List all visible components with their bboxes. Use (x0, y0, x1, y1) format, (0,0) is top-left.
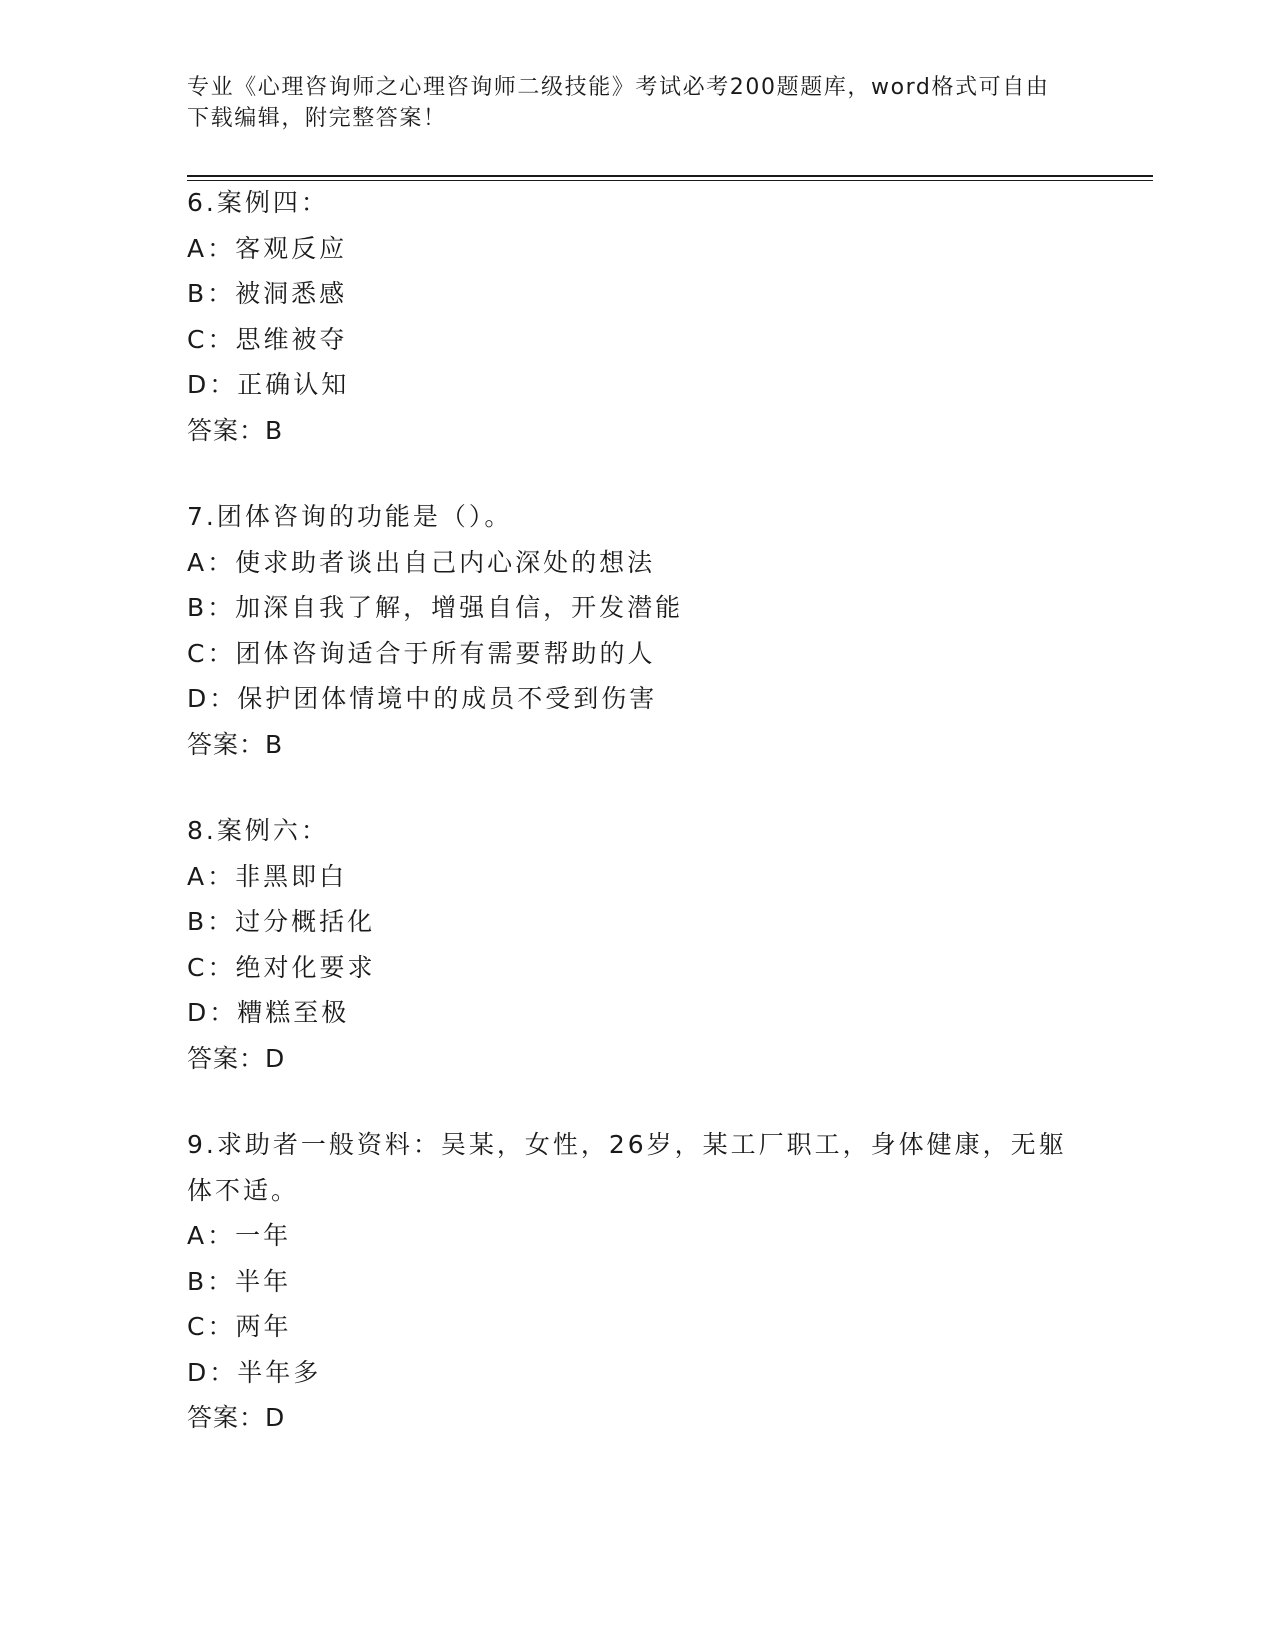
option-c (187, 631, 1067, 677)
option-text: 正确认知 (237, 370, 350, 399)
answer-line: 答案：B (187, 415, 284, 445)
option-text: 被洞悉感 (235, 279, 348, 308)
option-text: 过分概括化 (235, 907, 376, 936)
option-key: B： (187, 907, 236, 936)
option-key: A： (187, 547, 236, 577)
question-8 (187, 808, 1067, 1081)
question-9 (187, 1122, 1067, 1441)
option-a (187, 540, 1067, 586)
question-stem: 9.求助者一般资料：吴某，女性，26岁，某工厂职工，身体健康，无躯体不适。 (187, 1130, 1067, 1205)
option-key: B： (187, 1266, 236, 1296)
option-text: 绝对化要求 (235, 952, 376, 982)
option-key: A： (187, 233, 236, 263)
option-key: A： (187, 861, 236, 891)
option-text: 一年 (235, 1221, 292, 1250)
option-a (187, 1213, 1067, 1259)
option-a (187, 854, 1067, 900)
answer-line: 答案：D (187, 1043, 286, 1073)
option-key: A： (187, 1221, 236, 1250)
answer-line: 答案：B (187, 729, 284, 759)
option-key: C： (187, 952, 236, 982)
option-key: C： (187, 1312, 236, 1341)
option-d (187, 362, 1067, 408)
question-stem: 8.案例六： (187, 816, 329, 845)
question-stem: 7.团体咨询的功能是（）。 (187, 502, 513, 531)
option-key: D： (187, 1357, 238, 1387)
option-d (187, 1350, 1067, 1396)
option-b (187, 271, 1067, 317)
option-key: B： (187, 279, 236, 308)
option-text: 团体咨询适合于所有需要帮助的人 (235, 638, 656, 668)
option-text: 客观反应 (235, 233, 348, 263)
question-stem: 6.案例四： (187, 188, 329, 217)
option-b (187, 899, 1067, 945)
option-text: 半年多 (237, 1357, 322, 1387)
document-header: 专业《心理咨询师之心理咨询师二级技能》考试必考200题题库，word格式可自由下载编辑，附完整答案！ (187, 75, 1050, 131)
option-key: D： (187, 370, 238, 399)
option-text: 非黑即白 (235, 861, 348, 891)
answer-line: 答案：D (187, 1403, 286, 1432)
option-d (187, 990, 1067, 1036)
option-b (187, 585, 1067, 631)
option-text: 使求助者谈出自己内心深处的想法 (235, 547, 656, 577)
option-text: 加深自我了解，增强自信，开发潜能 (235, 593, 684, 622)
option-key: C： (187, 324, 236, 354)
question-6 (187, 180, 1067, 453)
option-text: 保护团体情境中的成员不受到伤害 (237, 684, 658, 713)
option-text: 半年 (235, 1266, 292, 1296)
option-text: 思维被夺 (235, 324, 348, 354)
option-key: C： (187, 638, 236, 668)
question-7 (187, 494, 1067, 767)
header-divider-thick (187, 175, 1153, 177)
option-c (187, 1304, 1067, 1350)
option-key: D： (187, 998, 238, 1027)
option-a (187, 226, 1067, 272)
option-b (187, 1259, 1067, 1305)
option-key: B： (187, 593, 236, 622)
option-d (187, 676, 1067, 722)
option-c (187, 945, 1067, 991)
option-text: 两年 (235, 1312, 292, 1341)
option-c (187, 317, 1067, 363)
option-text: 糟糕至极 (237, 998, 350, 1027)
option-key: D： (187, 684, 238, 713)
